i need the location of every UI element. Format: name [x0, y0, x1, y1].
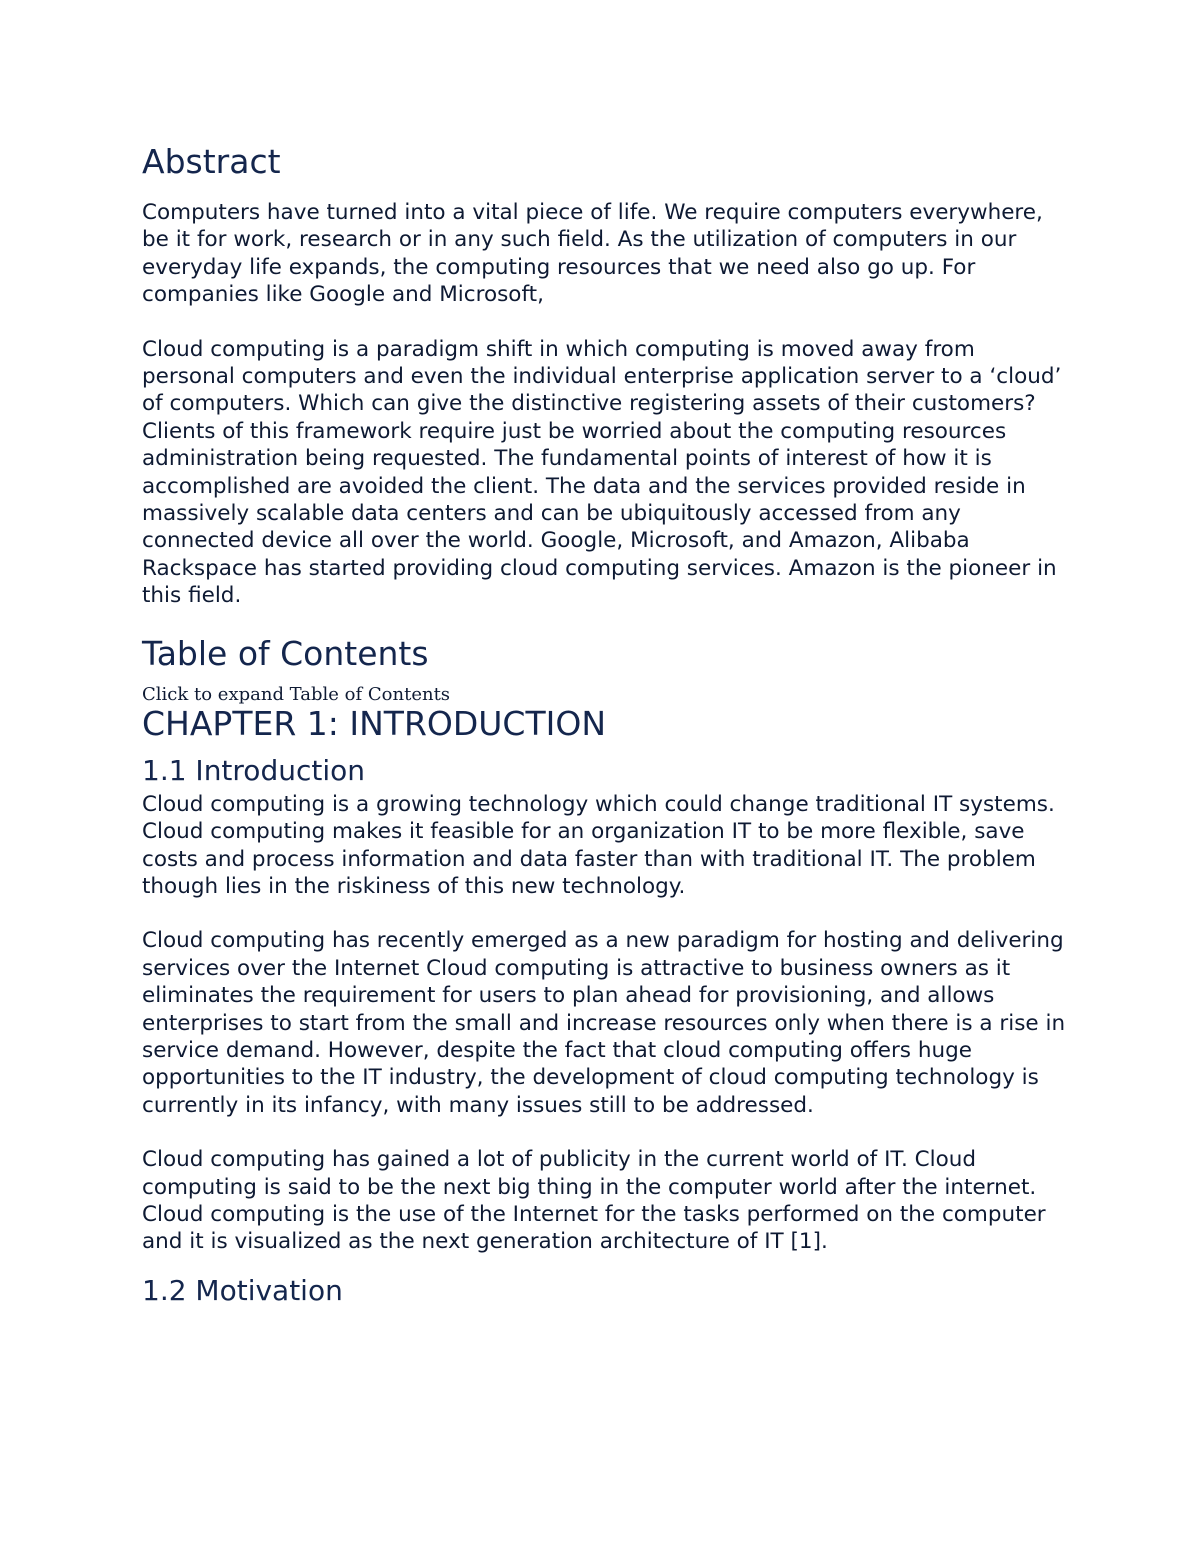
- section-1-1-heading: 1.1 Introduction: [142, 753, 365, 787]
- intro-paragraph-2: Cloud computing has recently emerged as a new paradigm for hosting and delivering services over the Internet Cloud computing is attractive to business owners as it eliminates the requirement for users to plan ahead for provisioning, and allows enterprises to start from the small and increase resources only when there is a rise in service demand. However, despite the fact that cloud computing offers huge opportunities to the IT industry, the development of cloud computing technology is currently in its infancy, with many issues still to be addressed.: [142, 928, 1066, 1118]
- chapter-1-heading: CHAPTER 1: INTRODUCTION: [142, 703, 606, 743]
- intro-paragraph-1: Cloud computing is a growing technology which could change traditional IT systems. Cloud computing makes it feasible for an organization IT to be more flexible, save costs and process information and data faster than with traditional IT. The problem though lies in the riskiness of this new technology.: [142, 791, 1055, 899]
- abstract-heading: Abstract: [142, 142, 281, 181]
- expand-toc-link[interactable]: Click to expand Table of Contents: [142, 683, 451, 705]
- toc-heading: Table of Contents: [142, 633, 429, 673]
- document-page: [142, 138, 1072, 1310]
- abstract-paragraph-1: Computers have turned into a vital piece of life. We require computers everywhere, be it for work, research or in any such field. As the utilization of computers in our everyday life expands, the computing resources that we need also go up. For companies like Google and Microsoft,: [142, 200, 1043, 308]
- section-1-2-heading: 1.2 Motivation: [142, 1273, 343, 1307]
- abstract-paragraph-2: Cloud computing is a paradigm shift in which computing is moved away from personal computers and even the individual enterprise application server to a ‘cloud’ of computers. Which can give the distinctive registering assets of their customers? Clients of this framework require just be worried about the computing resources administration being requested. The fundamental points of interest of how it is accomplished are avoided the client. The data and the services provided reside in massively scalable data centers and can be ubiquitously accessed from any connected device all over the world. Google, Microsoft, and Amazon, Alibaba Rackspace has started providing cloud computing services. Amazon is the pioneer in this field.: [142, 336, 1062, 609]
- intro-paragraph-3: Cloud computing has gained a lot of publicity in the current world of IT. Cloud computing is said to be the next big thing in the computer world after the internet. Cloud computing is the use of the Internet for the tasks performed on the computer and it is visualized as the next generation architecture of IT [1].: [142, 1147, 1046, 1255]
